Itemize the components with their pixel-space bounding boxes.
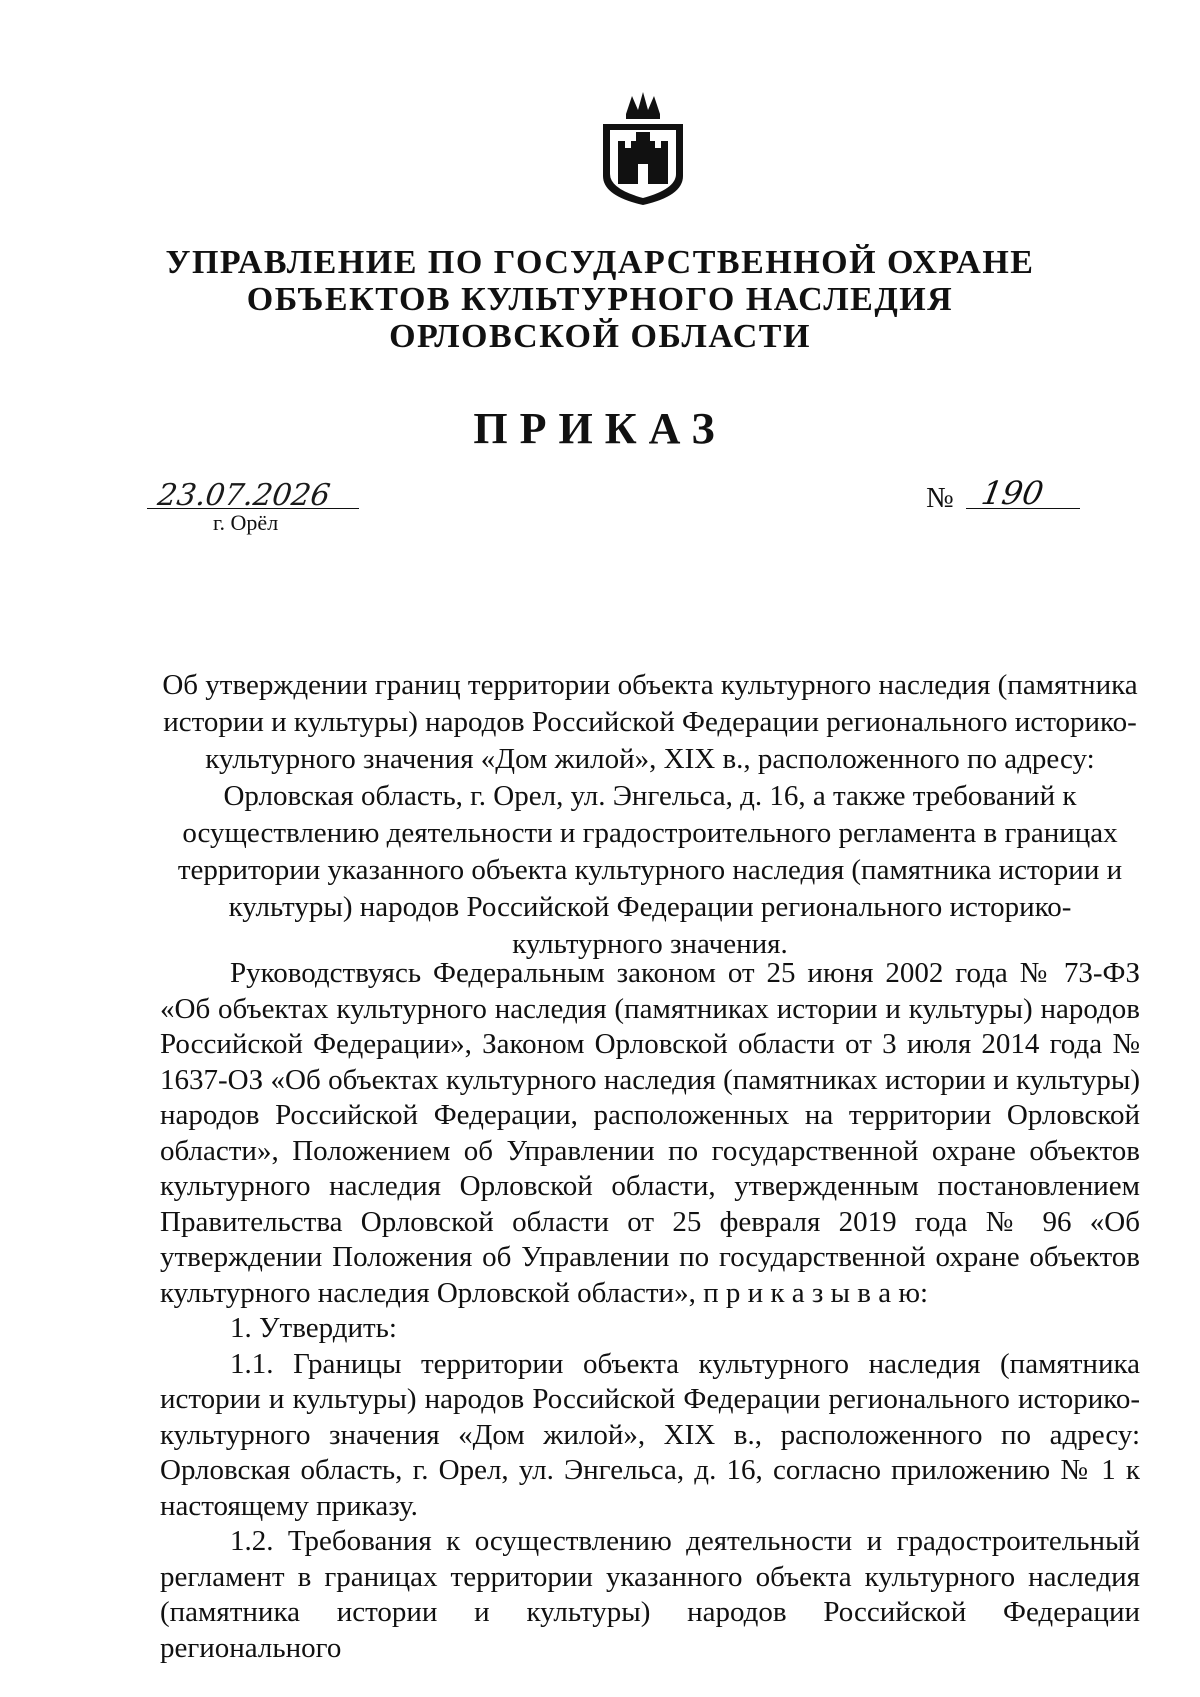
order-body — [160, 956, 1140, 1666]
preamble-paragraph: Руководствуясь Федеральным законом от 25 июня 2002 года № 73-ФЗ «Об объектах культурного наследия (памятниках истории и культуры) народов Российской Федерации», Законом Орловской области от 3 июля 2014 года № 1637-ОЗ «Об объектах культурного наследия (памятниках истории и культуры) народов Российской Федерации, расположенных на территории Орловской области», Положением об Управлении по государственной охране объектов культурного наследия Орловской области, утвержденным постановлением Правительства Орловской области от 25 февраля 2019 года № 96 «Об утверждении Положения об Управлении по государственной охране объектов культурного наследия Орловской области», п р и к а з ы в а ю: — [160, 957, 1140, 1309]
date-underline — [147, 508, 359, 509]
item-1-2: 1.2. Требования к осуществлению деятельности и градостроительный регламент в границах территории указанного объекта культурного наследия (памятника истории и культуры) народов Российской Федерации регионального — [160, 1525, 1140, 1664]
number-underline — [966, 508, 1080, 509]
order-subject: Об утверждении границ территории объекта культурного наследия (памятника истории и культуры) народов Российской Федерации регионального историко-культурного значения «Дом жилой», XIX в., расположенного по адресу: Орловская область, г. Орел, ул. Энгельса, д. 16, а также требований к осуществлению деятельности и градостроительного регламента в границах территории указанного объекта культурного наследия (памятника истории и культуры) народов Российской Федерации регионального историко-культурного значения. — [162, 669, 1138, 960]
org-name-line-3: ОРЛОВСКОЙ ОБЛАСТИ — [389, 318, 811, 355]
item-1-1: 1.1. Границы территории объекта культурного наследия (памятника истории и культуры) народов Российской Федерации регионального историко-культурного значения «Дом жилой», XIX в., расположенного по адресу: Орловская область, г. Орел, ул. Энгельса, д. 16, согласно приложению № 1 к настоящему приказу. — [160, 1347, 1140, 1522]
handwritten-order-number: 190 — [978, 474, 1047, 512]
item-1: 1. Утвердить: — [230, 1312, 397, 1344]
coat-of-arms-emblem — [596, 88, 690, 206]
org-name-line-2: ОБЪЕКТОВ КУЛЬТУРНОГО НАСЛЕДИЯ — [246, 281, 954, 318]
document-type-title: ПРИКАЗ — [473, 404, 727, 453]
org-name-line-1: УПРАВЛЕНИЕ ПО ГОСУДАРСТВЕННОЙ ОХРАНЕ — [165, 244, 1035, 281]
handwritten-date: 23.07.2026 — [155, 478, 333, 513]
number-sign: № — [926, 482, 954, 514]
city-label: г. Орёл — [213, 510, 279, 535]
